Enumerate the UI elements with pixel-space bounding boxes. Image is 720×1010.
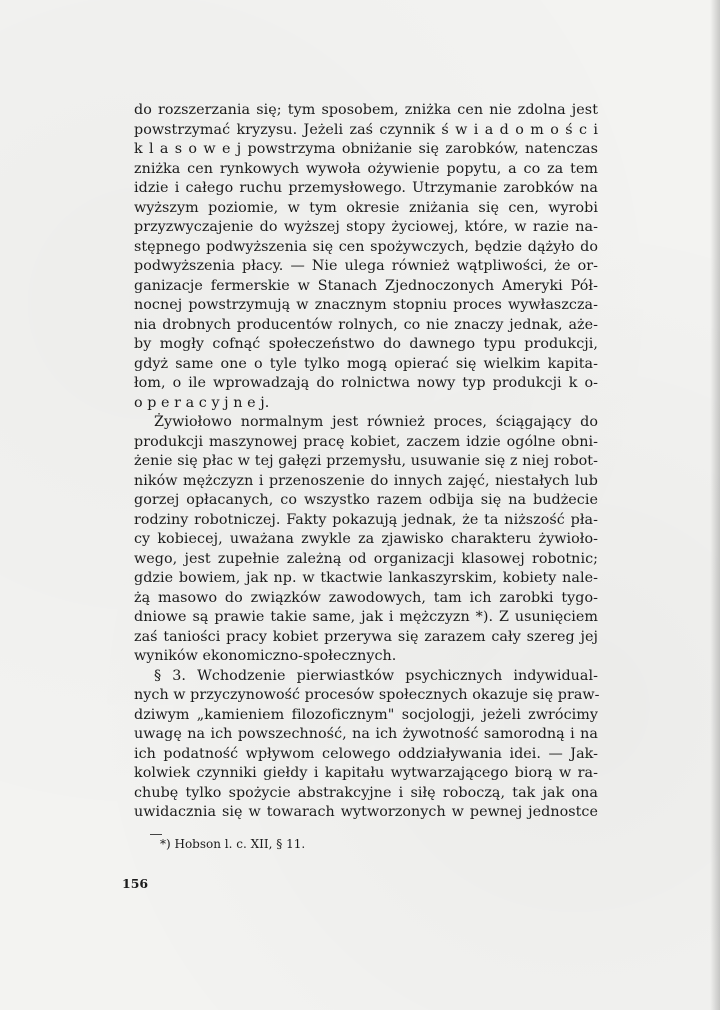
text-line: ich podatność wpływom celowego oddziaływania idei. — Jak- <box>134 745 598 762</box>
text-line: wyższym poziomie, w tym okresie zniżania się cen, wyrobi <box>134 199 598 216</box>
text-line: uwidacznia się w towarach wytworzonych w pewnej jednostce <box>134 804 598 820</box>
text-line: o p e r a c y j n e j. <box>134 394 270 411</box>
text-line: dniowe są prawie takie same, jak i mężczyzn *). Z usunięciem <box>134 609 598 625</box>
text-line: nych w przyczynowość procesów społecznych okazuje się praw- <box>134 687 600 703</box>
text-line: nocnej powstrzymują w znacznym stopniu proces wywłaszcza- <box>134 297 598 313</box>
text-line: uwagę na ich powszechność, na ich żywotność samorodną i na <box>134 726 598 742</box>
text-line: gorzej opłacanych, co wszystko razem odbija się na budżecie <box>134 492 598 508</box>
text-line: żenie się płac w tej gałęzi przemysłu, usuwanie się z niej robot- <box>134 453 598 469</box>
page-number: 156 <box>122 876 149 891</box>
body-text <box>134 101 598 823</box>
text-line: gdzie bowiem, jak np. w tkactwie lankaszyrskim, kobiety nale- <box>134 570 598 586</box>
text-line: przyzwyczajenie do wyższej stopy życiowej, które, w razie na- <box>134 219 598 235</box>
text-line: podwyższenia płacy. — Nie ulega również wątpliwości, że or- <box>134 258 598 274</box>
text-line: by mogły cofnąć społeczeństwo do dawnego typu produkcji, <box>134 336 598 352</box>
text-line: ników mężczyzn i przenoszenie do innych zajęć, niestałych lub <box>134 472 598 489</box>
text-line: dziwym „kamieniem filozoficznym" socjologji, jeżeli zwrócimy <box>134 706 598 723</box>
text-line: ganizacje fermerskie w Stanach Zjednoczonych Ameryki Pół- <box>134 277 598 294</box>
footnote: *) Hobson l. c. XII, § 11. <box>160 837 306 851</box>
text-line: wego, jest zupełnie zależną od organizacji klasowej robotnic; <box>134 550 598 567</box>
footnote-rule <box>150 834 162 835</box>
page-edge-shadow <box>710 0 720 1010</box>
text-line: k l a s o w e j powstrzyma obniżanie się zarobków, natenczas <box>134 141 598 157</box>
text-line: Żywiołowo normalnym jest również proces, ściągający do <box>154 414 598 430</box>
text-line: nia drobnych producentów rolnych, co nie znaczy jednak, aże- <box>134 316 598 333</box>
text-line: zniżka cen rynkowych wywoła ożywienie popytu, a co za tem <box>134 160 598 177</box>
text-line: gdyż same one o tyle tylko mogą opierać się wielkim kapita- <box>134 355 598 372</box>
text-line: kolwiek czynniki giełdy i kapitału wytwarzającego biorą w ra- <box>134 765 598 781</box>
text-line: rodziny robotniczej. Fakty pokazują jednak, że ta niższość pła- <box>134 511 598 528</box>
text-line: żą masowo do związków zawodowych, tam ich zarobki tygo- <box>134 589 598 606</box>
text-line: cy kobiecej, uważana zwykle za zjawisko charakteru żywioło- <box>134 531 598 547</box>
text-line: chubę tylko spożycie abstrakcyjne i siłę roboczą, tak jak ona <box>134 784 598 801</box>
text-line: stępnego podwyższenia się cen spożywczych, będzie dążyło do <box>134 238 598 255</box>
text-line: do rozszerzania się; tym sposobem, zniżka cen nie zdolna jest <box>134 102 598 118</box>
text-line: produkcji maszynowej pracę kobiet, zaczem idzie ogólne obni- <box>134 433 598 450</box>
text-line: wyników ekonomiczno-społecznych. <box>134 648 397 664</box>
text-line: powstrzymać kryzysu. Jeżeli zaś czynnik ś w i a d o m o ś c i <box>134 121 598 138</box>
text-line: idzie i całego ruchu przemysłowego. Utrzymanie zarobków na <box>134 180 598 196</box>
text-line: zaś taniości pracy kobiet przerywa się zarazem cały szereg jej <box>134 628 598 645</box>
text-line: łom, o ile wprowadzają do rolnictwa nowy typ produkcji k o- <box>134 375 598 391</box>
section-heading-line: § 3. Wchodzenie pierwiastków psychicznych indywidual- <box>154 667 598 684</box>
